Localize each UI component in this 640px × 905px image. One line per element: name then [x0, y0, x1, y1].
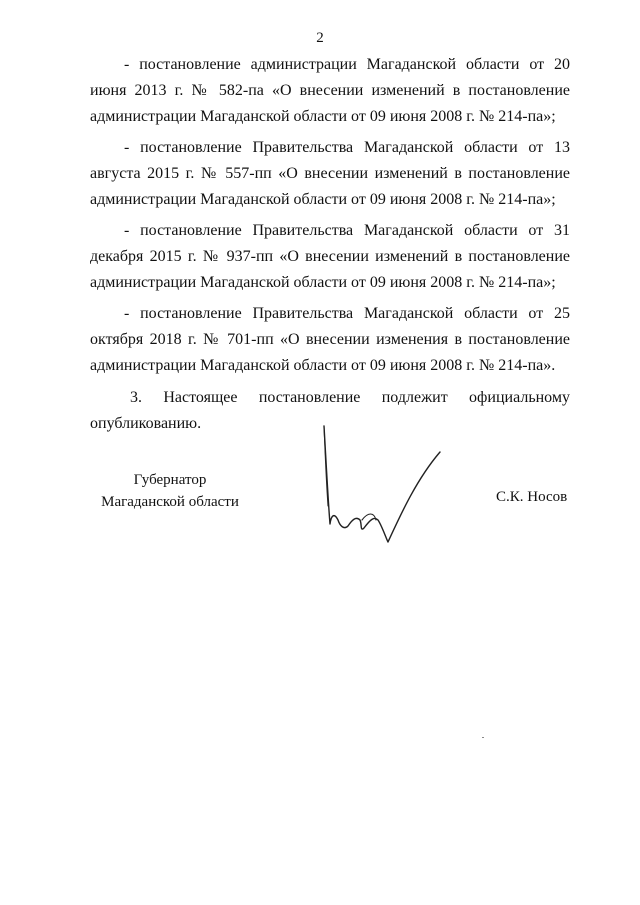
- signatory-title: [90, 469, 250, 513]
- list-item: - постановление Правительства Магаданской области от 25 октября 2018 г. № 701-пп «О внесении изменения в постановление администрации Магаданской области от 09 июня 2008 г. № 214-па».: [90, 305, 570, 374]
- page-number: 2: [316, 30, 324, 46]
- list-item: - постановление Правительства Магаданской области от 31 декабря 2015 г. № 937-пп «О внесении изменений в постановление администрации Магаданской области от 09 июня 2008 г. № 214-па»;: [90, 222, 570, 291]
- signatory-title-line1: Губернатор: [133, 472, 207, 488]
- handwritten-signature: [316, 420, 456, 550]
- scan-speck: [482, 737, 484, 738]
- signatory-name: С.К. Носов: [496, 489, 568, 505]
- final-paragraph: 3. Настоящее постановление подлежит официальному опубликованию.: [90, 389, 570, 432]
- list-item: - постановление Правительства Магаданской области от 13 августа 2015 г. № 557-пп «О внесении изменений в постановление администрации Магаданской области от 09 июня 2008 г. № 214-па»;: [90, 139, 570, 208]
- signatory-title-line2: Магаданской области: [101, 494, 239, 510]
- list-item: - постановление администрации Магаданской области от 20 июня 2013 г. № 582-па «О внесении изменений в постановление администрации Магаданской области от 09 июня 2008 г. № 214-па»;: [90, 56, 570, 125]
